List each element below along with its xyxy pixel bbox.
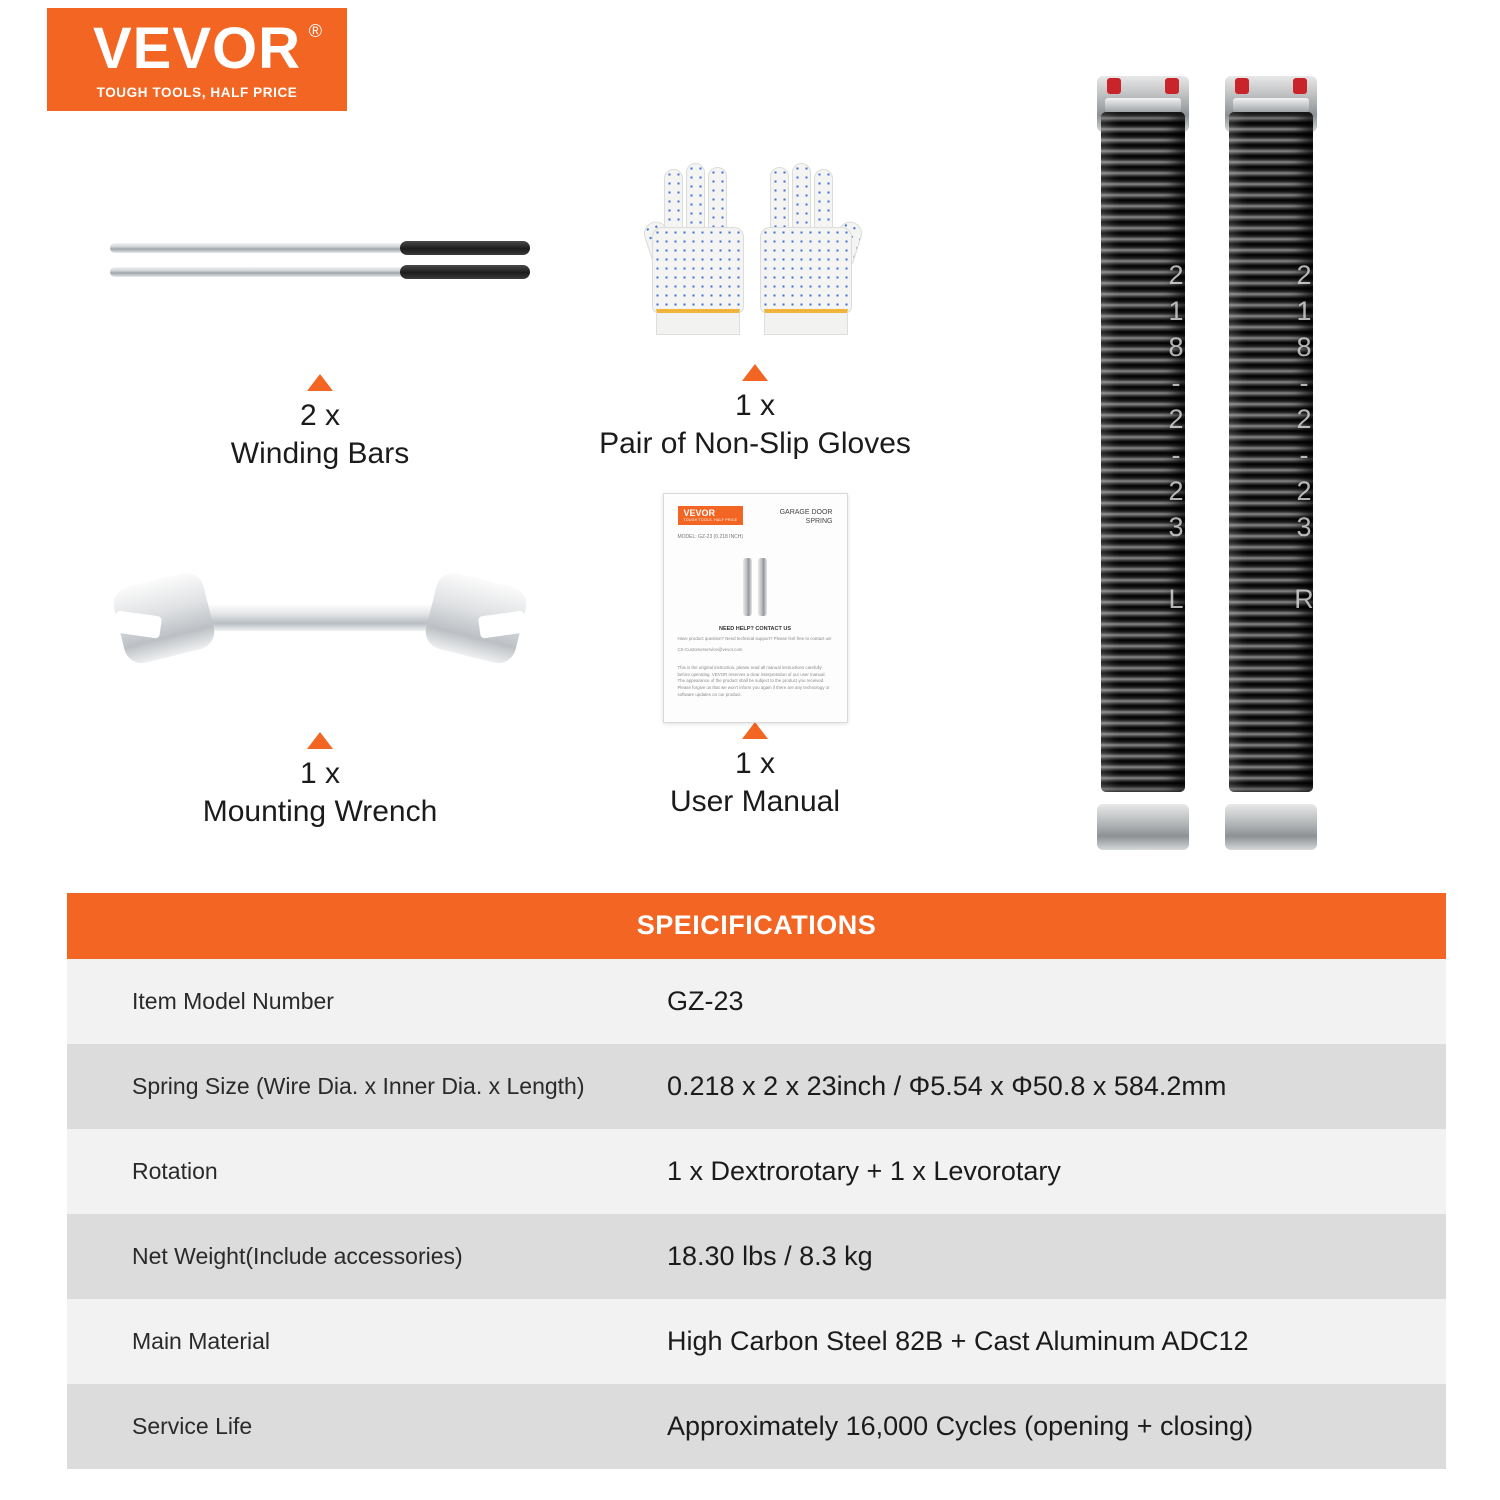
bar-grip [400,241,530,255]
accessory-qty: 2 x [299,399,341,432]
caret-icon [742,722,768,739]
accessory-label: Winding Bars [230,437,410,471]
table-row [67,1044,1446,1129]
winding-bar-2 [110,267,530,277]
spec-value: GZ-23 [667,986,744,1016]
manual-contact-body: Have product question? Need technical support? Please feel free to contact us! [677,635,832,641]
spring-bolt [1165,78,1179,94]
spec-key: Spring Size (Wire Dia. x Inner Dia. x Length) [132,1073,585,1099]
wrench-icon [105,508,535,728]
table-row [67,1299,1446,1384]
spring-bolt [1293,78,1307,94]
accessory-user-manual [540,498,970,822]
accessory-qty: 1 x [734,389,776,422]
caret-icon [307,732,333,749]
table-row [67,1384,1446,1469]
accessory-label: User Manual [669,785,841,819]
manual-product-image [720,552,790,616]
spring-nut [1105,98,1181,112]
winding-bars-icon [105,150,535,370]
spring-cone-bottom [1097,804,1189,850]
spec-key: Rotation [132,1158,218,1184]
spring-bolt [1107,78,1121,94]
spec-key: Item Model Number [132,988,334,1014]
spring-right [1223,60,1319,850]
glove-left [648,163,748,335]
table-row [67,1214,1446,1299]
manual-icon [540,498,970,718]
springs-image [1095,60,1345,850]
spec-value: 1 x Dextrorotary + 1 x Levorotary [667,1156,1061,1186]
winding-bar-1 [110,243,530,253]
caret-icon [742,364,768,381]
manual-model: MODEL: GZ-23 (0.218 INCH) [677,533,744,540]
spec-value: High Carbon Steel 82B + Cast Aluminum ADC12 [667,1326,1249,1356]
accessory-mounting-wrench [105,508,535,832]
bar-grip [400,265,530,279]
manual-legal-body: This is the original instruction, please read all manual instructions carefully before operating. VEVOR reserves a clear interpretation of our user manual. The appearance of the product shall be subject to the product you received. Please forgive us that we won't inform you again if there are any technology or software updates on our product. [677,665,830,697]
manual-contact-email: CS-Customerservice@vevor.com [677,646,743,652]
brand-tagline: TOUGH TOOLS, HALF PRICE [96,84,298,100]
spec-value: 18.30 lbs / 8.3 kg [667,1241,873,1271]
manual-logo-text: VEVOR [683,508,716,518]
accessory-qty: 1 x [299,757,341,790]
manual-contact-heading: NEED HELP? CONTACT US [718,625,791,632]
brand-logo [47,8,347,111]
manual-title-line1: GARAGE DOOR [779,509,833,516]
manual-logo-tagline: TOUGH TOOLS, HALF PRICE [683,517,738,522]
manual-title-line2: SPRING [805,518,833,526]
spec-value: 0.218 x 2 x 23inch / Φ5.54 x Φ50.8 x 584.2mm [667,1071,1227,1101]
glove-right [756,163,856,335]
specifications-header: SPEICIFICATIONS [67,893,1446,959]
manual-logo [678,506,744,525]
spring-cone-bottom [1225,804,1317,850]
accessory-label: Pair of Non-Slip Gloves [599,427,911,461]
spring-label: 218-2-23 R [1289,260,1319,620]
caret-icon [307,374,333,391]
gloves-icon [540,140,970,360]
brand-wordmark [92,15,324,81]
table-row [67,959,1446,1044]
specifications-table [67,893,1446,1469]
spec-key: Main Material [132,1328,271,1354]
spec-value: Approximately 16,000 Cycles (opening + closing) [667,1411,1254,1441]
accessory-gloves [540,140,970,464]
spec-key: Net Weight(Include accessories) [132,1243,463,1269]
table-row [67,1129,1446,1214]
manual-title [780,508,833,527]
spring-label: 218-2-23 L [1161,260,1191,620]
brand-name: VEVOR [92,15,302,81]
accessory-qty: 1 x [734,747,776,780]
spec-key: Service Life [132,1413,253,1439]
spring-left [1095,60,1191,850]
spring-nut [1233,98,1309,112]
accessory-winding-bars [105,150,535,474]
accessory-label: Mounting Wrench [202,795,438,829]
spring-bolt [1235,78,1249,94]
registered-mark: ® [308,20,324,41]
